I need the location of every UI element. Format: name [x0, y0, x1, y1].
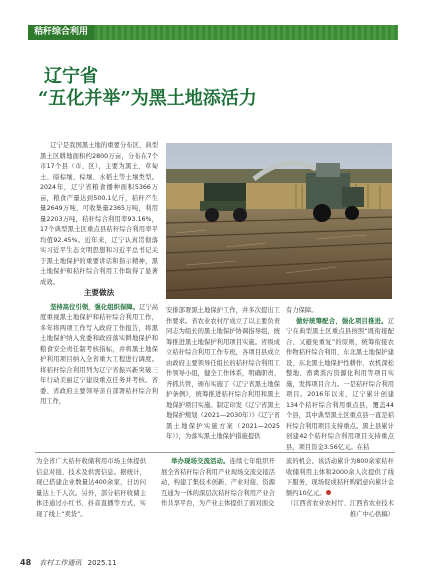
right-column [286, 306, 394, 453]
section-tag: 秸秆综合利用 [28, 25, 94, 40]
para1-text: 辽宁高度重视黑土地保护和秸秆综合利用工作，多年将两项工作写入政府工作报告，将黑土地保护纳入党委和政府落实耕地保护和粮食安全责任制考核指标，并将黑土地保护利用项目纳入全省重大工程进行调度。将秸秆综合利用列为辽宁省振兴新突破三年行动美丽辽宁建设重点任务并考核。省委、省政府主要领导亲自部署秸秆综合利用工作， [40, 303, 158, 405]
harvester-photo [166, 143, 392, 299]
article-title-line1: 辽宁省 [44, 66, 98, 87]
intro-paragraph: 辽宁是我国黑土地的重要分布区，典型黑土区耕地面积约2800万亩，分布在7个市17个县（市、区），主要为黑土、草甸土、暗棕壤、棕壤、水稻土等土壤类型。2024年，辽宁省粮食播种面积5366万亩，粮食产量达到500.1亿斤，秸秆产生量2649万吨，可收集量2365万吨，利用量2203万吨，秸秆综合利用率93.16%，17个典型黑土区重点县秸秆综合利用率平均值92.45%。近年来，辽宁认真贯彻落实习近平生态文明思想和习近平总书记关于黑土地保护的重要讲话和指示精神，黑土地保护和秸秆综合利用工作取得了显著成效。 [40, 142, 158, 286]
article-title-line2: “五化并举”为黑土地添活力 [38, 88, 257, 109]
section-heading: 主要做法 [83, 288, 115, 297]
page-footer [20, 557, 117, 569]
bottom-column-1: 为全省广大秸秆收储利用市场主体提供信息对接、技术及供需信息。据统计，现已搭建企业数量达400余家，日访问量达上千人次。另外，部分秸秆收储主体还通过小红书、抖音直播等方式，实现了线上“卖货”。 [36, 458, 146, 518]
source-credit: （江西省农业农村厅、江西省农业技术推广中心供稿） [286, 500, 394, 518]
para2-text: 辽宁在典型黑土区重点县按照“既衔接配合、又避免重复”的原则，统筹衔接农作物秸秆综合利用、东北黑土地保护建设、东北黑土地保护性耕作、农机深松整地、畜禽粪污资源化利用等项目实施，发挥项目合力。一是秸秆综合利用项目。2016年以来，辽宁累计创建134个秸秆综合利用重点县，覆盖44个县，其中典型黑土区重点县一直是秸秆综合利用项目支持重点。黑土县累计创建42个秸秆综合利用项目支持重点县，项目资金3.56亿元。在秸 [286, 317, 394, 451]
bottom-column-2: 举办现场交流活动。连续七年组织开展全省秸秆综合利用产业现场交流交接活动，构建了集技术创新、产业对接、资源互通为一体的深层次秸秆综合利用产业合作共享平台，为产业主体提供了面对面交 [161, 458, 276, 507]
magazine-name: 农村工作通讯 [39, 559, 82, 567]
bottom-col2-lead: 举办现场交流活动。 [171, 458, 230, 465]
para2-lead: 做好统筹配合，强化项目推进。 [296, 317, 388, 325]
middle-column [166, 306, 280, 443]
para2-before: 有力保障。 [286, 307, 318, 314]
issue-number: 2025.11 [87, 559, 117, 567]
para1-lead: 坚持高位引领，强化组织保障。 [50, 303, 139, 311]
page-number: 48 [20, 558, 32, 567]
bottom-column-3: 流的机会。该活动累计为800余家秸秆收储利用主体和2000余人次提供了线下服务，现场促成秸秆购销意向累计金额约10亿元。 （江西省农业农村厅、江西省农业技术推广中心供稿） [286, 457, 394, 520]
main-practices-column [40, 282, 158, 408]
para1-continued: 安排部署黑土地保护工作，并多次提出工作要求。省农业农村厅成立了以主要负责同志为组长的黑土地保护协调指导组，统筹推进黑土地保护利用项目实施。省级成立秸秆综合利用工作专班，各项目县成立由政府主要领导任组长的秸秆综合利用工作领导小组，健全工作体系，明确职责、齐抓共管，颁布实施了《辽宁省黑土地保护条例》，统筹推进秸秆综合利用和黑土地保护项目实施。制定印发《辽宁省黑土地保护规划（2021—2030年）》《辽宁省黑土地保护实施方案（2021—2025年）》，为落实黑土地保护措施提供 [166, 307, 280, 440]
section-divider [35, 452, 395, 453]
end-mark-icon [326, 490, 331, 495]
